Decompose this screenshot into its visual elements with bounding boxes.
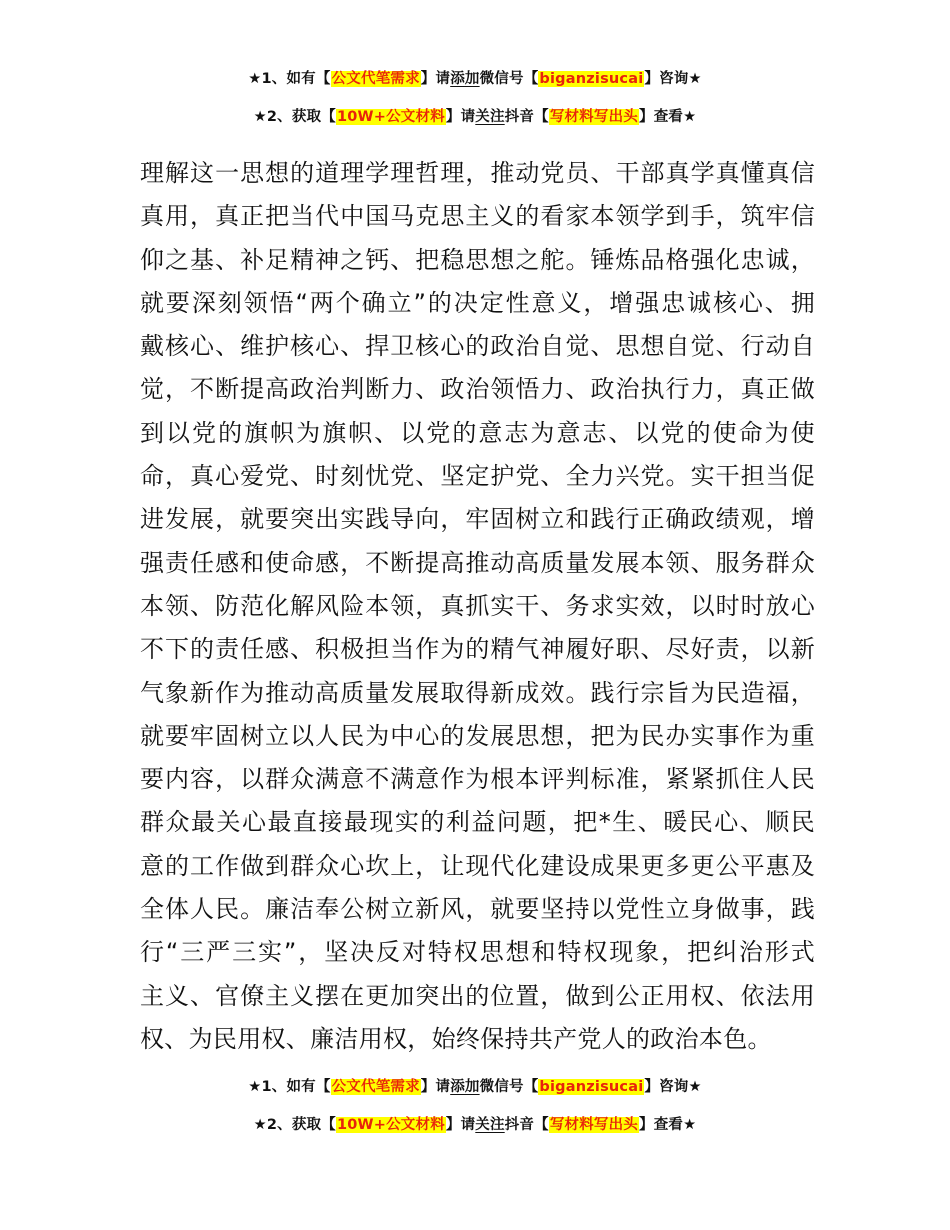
header-banner-line-1 — [0, 69, 950, 89]
body-line: 行“三严三实”，坚决反对特权思想和特权现象，把纠治形式 — [140, 938, 815, 967]
body-line: 强责任感和使命感，不断提高推动高质量发展本领、服务群众 — [140, 548, 815, 577]
banner-highlight-materials: 10W+公文材料 — [336, 109, 445, 125]
banner-highlight-wechat-id: biganzisucai — [539, 1079, 644, 1095]
banner-prefix: ★2、获取【 — [253, 1117, 336, 1133]
body-line: 要内容，以群众满意不满意作为根本评判标准，紧紧抓住人民 — [140, 765, 815, 794]
banner-text: 抖音【 — [504, 109, 549, 125]
banner-highlight-materials: 10W+公文材料 — [336, 1117, 445, 1133]
banner-suffix: 】查看★ — [639, 1117, 697, 1133]
body-line: 就要深刻领悟“两个确立”的决定性意义，增强忠诚核心、拥 — [140, 288, 815, 317]
banner-underlined-word: 添加 — [450, 71, 480, 87]
body-line: 进发展，就要突出实践导向，牢固树立和践行正确政绩观，增 — [140, 505, 815, 534]
banner-highlight-service: 公文代笔需求 — [331, 71, 420, 87]
banner-text: 】请 — [445, 1117, 476, 1133]
body-line: 命，真心爱党、时刻忧党、坚定护党、全力兴党。实干担当促 — [140, 462, 815, 491]
footer-banner-line-2 — [0, 1115, 950, 1135]
body-line: 意的工作做到群众心坎上，让现代化建设成果更多更公平惠及 — [140, 851, 815, 880]
banner-prefix: ★2、获取【 — [253, 109, 336, 125]
banner-text: 微信号【 — [479, 71, 539, 87]
banner-suffix: 】查看★ — [639, 109, 697, 125]
body-line-last: 权、为民用权、廉洁用权，始终保持共产党人的政治本色。 — [140, 1024, 772, 1053]
body-line: 戴核心、维护核心、捍卫核心的政治自觉、思想自觉、行动自 — [140, 332, 815, 361]
body-line: 主义、官僚主义摆在更加突出的位置，做到公正用权、依法用 — [140, 981, 815, 1010]
banner-prefix: ★1、如有【 — [248, 71, 331, 87]
banner-prefix: ★1、如有【 — [248, 1079, 331, 1095]
body-line: 真用，真正把当代中国马克思主义的看家本领学到手，筑牢信 — [140, 202, 815, 231]
banner-highlight-douyin-account: 写材料写出头 — [549, 1117, 639, 1133]
banner-underlined-word: 关注 — [475, 1117, 505, 1133]
banner-text: 抖音【 — [504, 1117, 549, 1133]
body-line: 觉，不断提高政治判断力、政治领悟力、政治执行力，真正做 — [140, 375, 815, 404]
banner-text: 】请 — [420, 71, 451, 87]
banner-text: 】请 — [420, 1079, 451, 1095]
banner-text: 微信号【 — [479, 1079, 539, 1095]
banner-text: 】请 — [445, 109, 476, 125]
body-line: 到以党的旗帜为旗帜、以党的意志为意志、以党的使命为使 — [140, 418, 815, 447]
footer-banner-line-1 — [0, 1077, 950, 1097]
body-line: 本领、防范化解风险本领，真抓实干、务求实效，以时时放心 — [140, 591, 815, 620]
banner-suffix: 】咨询★ — [644, 1079, 702, 1095]
body-line: 就要牢固树立以人民为中心的发展思想，把为民办实事作为重 — [140, 721, 815, 750]
header-banner-line-2 — [0, 107, 950, 127]
body-line: 气象新作为推动高质量发展取得新成效。践行宗旨为民造福， — [140, 678, 815, 707]
body-line: 不下的责任感、积极担当作为的精气神履好职、尽好责，以新 — [140, 635, 815, 664]
banner-highlight-service: 公文代笔需求 — [331, 1079, 420, 1095]
body-line: 仰之基、补足精神之钙、把稳思想之舵。锤炼品格强化忠诚， — [140, 245, 815, 274]
body-line: 理解这一思想的道理学理哲理，推动党员、干部真学真懂真信 — [140, 159, 815, 187]
body-line: 群众最关心最直接最现实的利益问题，把*生、暖民心、顺民 — [140, 808, 815, 837]
banner-underlined-word: 关注 — [475, 109, 505, 125]
banner-highlight-wechat-id: biganzisucai — [539, 71, 644, 87]
banner-highlight-douyin-account: 写材料写出头 — [549, 109, 639, 125]
body-line: 全体人民。廉洁奉公树立新风，就要坚持以党性立身做事，践 — [140, 895, 815, 924]
banner-suffix: 】咨询★ — [644, 71, 702, 87]
body-paragraph — [140, 152, 815, 1061]
banner-underlined-word: 添加 — [450, 1079, 480, 1095]
